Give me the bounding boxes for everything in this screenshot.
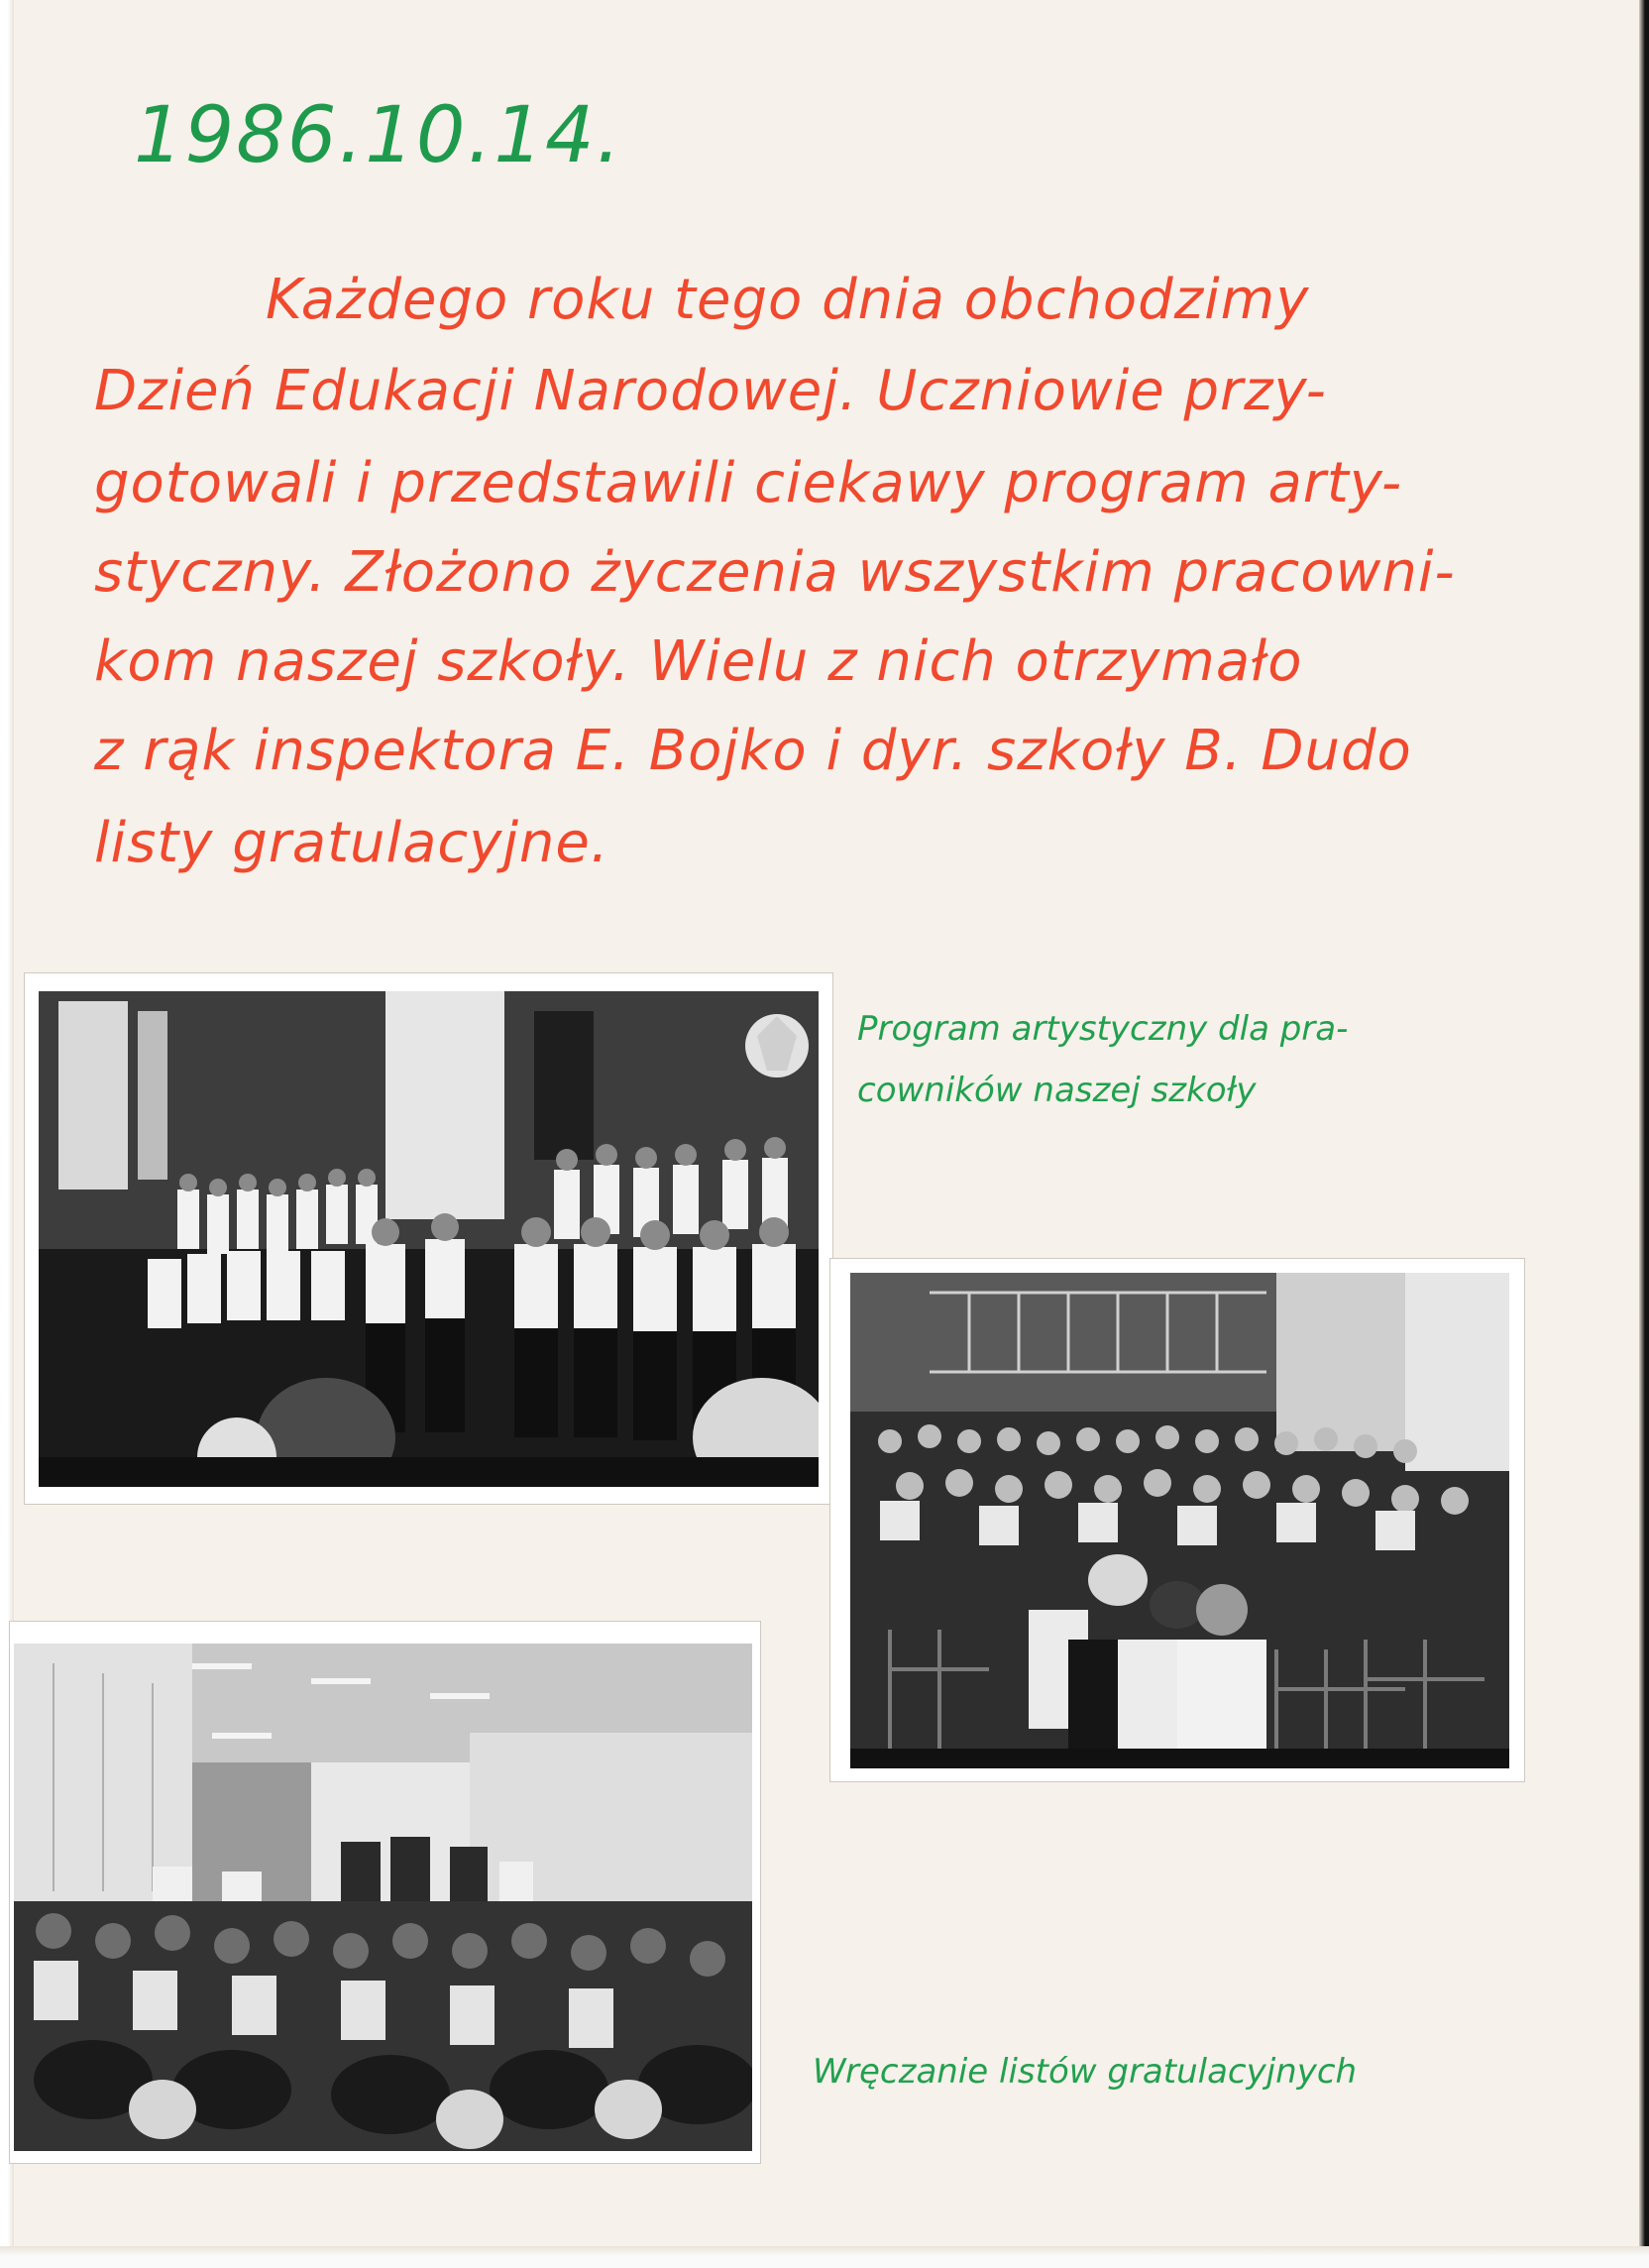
photo-artistic-program [25,973,832,1504]
scan-edge-right [1639,0,1649,2268]
photo-audience-image [850,1273,1509,1768]
body-text-line: kom naszej szkoły. Wielu z nich otrzymało [94,629,1303,694]
body-text-line: styczny. Złożono życzenia wszystkim pracowni- [94,540,1456,605]
body-text-line: z rąk inspektora E. Bojko i dyr. szkoły B. Dudo [94,719,1412,783]
photo-certificates-image [14,1644,752,2151]
caption-photo-1: Program artystyczny dla pra- [857,1009,1349,1049]
caption-photo-3: Wręczanie listów gratulacyjnych [813,2052,1358,2092]
body-text-line: gotowali i przedstawili ciekawy program arty- [94,451,1403,515]
page-date: 1986.10.14. [134,91,623,180]
body-text-line: Każdego roku tego dnia obchodzimy [266,268,1310,332]
scan-edge-bottom [0,2246,1649,2268]
photo-presenting-certificates [10,1622,760,2163]
body-text-line: Dzień Edukacji Narodowej. Uczniowie przy- [94,359,1327,423]
photo-choir-image [39,991,819,1487]
body-text-line: listy gratulacyjne. [94,811,609,875]
caption-photo-1: cowników naszej szkoły [857,1071,1257,1110]
photo-audience-hall [830,1259,1524,1781]
